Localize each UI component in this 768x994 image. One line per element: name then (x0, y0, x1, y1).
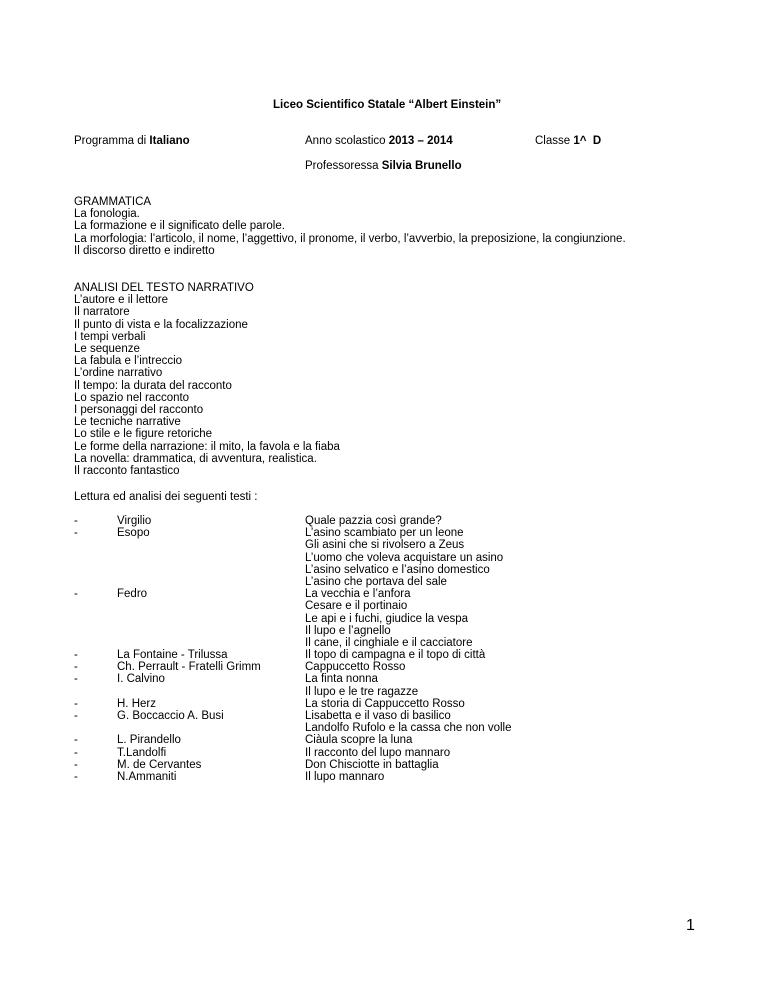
reading-author: I. Calvino (117, 673, 165, 686)
reading-author-spacer (117, 686, 261, 698)
list-dash-spacer (74, 722, 78, 734)
list-dash-spacer (74, 539, 78, 551)
narrative-item: Le sequenze (74, 343, 140, 356)
narrative-item: La fabula e l’intreccio (74, 355, 183, 368)
reading-title: La finta nonna (305, 673, 378, 686)
list-dash-spacer (74, 686, 78, 698)
reading-title: Cesare e il portinaio (305, 600, 408, 613)
reading-title: Il cane, il cinghiale e il cacciatore (305, 636, 473, 649)
list-dash: - (74, 770, 78, 783)
reading-author-spacer (117, 539, 261, 551)
reading-title: Il lupo e l’agnello (305, 624, 391, 637)
list-dash: - (74, 527, 78, 540)
readings-title-column (305, 515, 512, 783)
reading-author: N.Ammaniti (117, 770, 177, 783)
reading-author-spacer (117, 722, 261, 734)
reading-title: Gli asini che si rivolsero a Zeus (305, 539, 465, 552)
list-dash-spacer (74, 552, 78, 564)
reading-title: L’asino selvatico e l’asino domestico (305, 563, 490, 576)
reading-author: M. de Cervantes (117, 758, 202, 771)
list-dash: - (74, 661, 78, 674)
program-subject: Italiano (149, 135, 190, 147)
reading-title: L’uomo che voleva acquistare un asino (305, 551, 504, 564)
narrative-item: L’ordine narrativo (74, 367, 163, 380)
reading-author-spacer (117, 637, 261, 649)
grammar-item: Il discorso diretto e indiretto (74, 244, 215, 257)
reading-author: T.Landolfi (117, 746, 167, 759)
grammar-heading: GRAMMATICA (74, 196, 152, 208)
narrative-item: Il racconto fantastico (74, 465, 180, 478)
narrative-item: L’autore e il lettore (74, 294, 168, 307)
reading-author: Esopo (117, 527, 150, 540)
list-dash: - (74, 588, 78, 601)
readings-intro: Lettura ed analisi dei seguenti testi : (74, 491, 258, 503)
narrative-item: Le tecniche narrative (74, 416, 181, 429)
reading-author-spacer (117, 576, 261, 588)
reading-title: Landolfo Rufolo e la cassa che non volle (305, 722, 512, 735)
reading-author-spacer (117, 625, 261, 637)
list-dash-spacer (74, 600, 78, 612)
reading-title: La vecchia e l’anfora (305, 588, 411, 601)
year-value: 2013 – 2014 (388, 135, 453, 147)
readings-author-column (117, 515, 261, 783)
reading-author: H. Herz (117, 697, 156, 710)
teacher-label: Professoressa (305, 160, 379, 172)
reading-author-spacer (117, 613, 261, 625)
class-value: 1^ D (573, 135, 602, 147)
teacher-line (305, 159, 462, 173)
narrative-item: Il narratore (74, 306, 130, 319)
reading-title: Quale pazzia così grande? (305, 515, 442, 527)
reading-title: L’asino scambiato per un leone (305, 527, 464, 540)
program-label: Programma di (74, 135, 147, 147)
reading-author: Virgilio (117, 515, 152, 527)
reading-author-spacer (117, 600, 261, 612)
list-dash: - (74, 649, 78, 662)
teacher-name: Silvia Brunello (381, 160, 462, 172)
list-dash: - (74, 758, 78, 771)
reading-title: L’asino che portava del sale (305, 575, 447, 588)
page-number: 1 (686, 917, 695, 934)
reading-author: Ch. Perrault - Fratelli Grimm (117, 661, 261, 674)
reading-author: Fedro (117, 588, 148, 601)
narrative-item: I tempi verbali (74, 330, 146, 343)
program-line (74, 134, 190, 148)
list-dash: - (74, 710, 78, 722)
narrative-item: La novella: drammatica, di avventura, realistica. (74, 452, 317, 465)
list-dash-spacer (74, 637, 78, 649)
list-dash: - (74, 515, 78, 527)
reading-author-spacer (117, 564, 261, 576)
readings-dash-column (74, 515, 78, 783)
reading-title: Lisabetta e il vaso di basilico (305, 710, 451, 722)
narrative-item: Il punto di vista e la focalizzazione (74, 318, 248, 331)
class-info (535, 134, 601, 148)
school-title: Liceo Scientifico Statale “Albert Einstein” (273, 99, 502, 111)
reading-title: Don Chisciotte in battaglia (305, 758, 439, 771)
reading-title: Il racconto del lupo mannaro (305, 746, 451, 759)
list-dash: - (74, 697, 78, 710)
reading-title: Il lupo e le tre ragazze (305, 685, 419, 698)
narrative-section (74, 282, 340, 477)
narrative-item: Lo stile e le figure retoriche (74, 428, 213, 441)
list-dash: - (74, 673, 78, 686)
list-dash-spacer (74, 576, 78, 588)
grammar-item: La formazione e il significato delle parole. (74, 220, 285, 233)
narrative-item: Lo spazio nel racconto (74, 391, 190, 404)
reading-title: La storia di Cappuccetto Rosso (305, 697, 465, 710)
reading-title: Il lupo mannaro (305, 770, 385, 783)
reading-title: Il topo di campagna e il topo di città (305, 649, 486, 662)
narrative-item: Le forme della narrazione: il mito, la favola e la fiaba (74, 440, 340, 453)
reading-author: G. Boccaccio A. Busi (117, 710, 224, 722)
list-dash: - (74, 734, 78, 747)
list-dash-spacer (74, 625, 78, 637)
grammar-item: La fonologia. (74, 208, 140, 221)
grammar-item: La morfologia: l’articolo, il nome, l’aggettivo, il pronome, il verbo, l’avverbio, la preposizione, la congiunzione. (74, 232, 626, 245)
school-year (305, 134, 453, 148)
narrative-heading: ANALISI DEL TESTO NARRATIVO (74, 282, 254, 294)
reading-title: Ciàula scopre la luna (305, 734, 413, 747)
list-dash: - (74, 746, 78, 759)
reading-author-spacer (117, 552, 261, 564)
reading-author: L. Pirandello (117, 734, 181, 747)
list-dash-spacer (74, 564, 78, 576)
class-label: Classe (535, 135, 571, 147)
reading-author: La Fontaine - Trilussa (117, 649, 228, 662)
narrative-item: I personaggi del racconto (74, 404, 204, 417)
year-label: Anno scolastico (305, 135, 386, 147)
reading-title: Le api e i fuchi, giudice la vespa (305, 612, 469, 625)
narrative-item: Il tempo: la durata del racconto (74, 379, 232, 392)
list-dash-spacer (74, 613, 78, 625)
reading-title: Cappuccetto Rosso (305, 661, 406, 674)
grammar-section (74, 196, 626, 257)
